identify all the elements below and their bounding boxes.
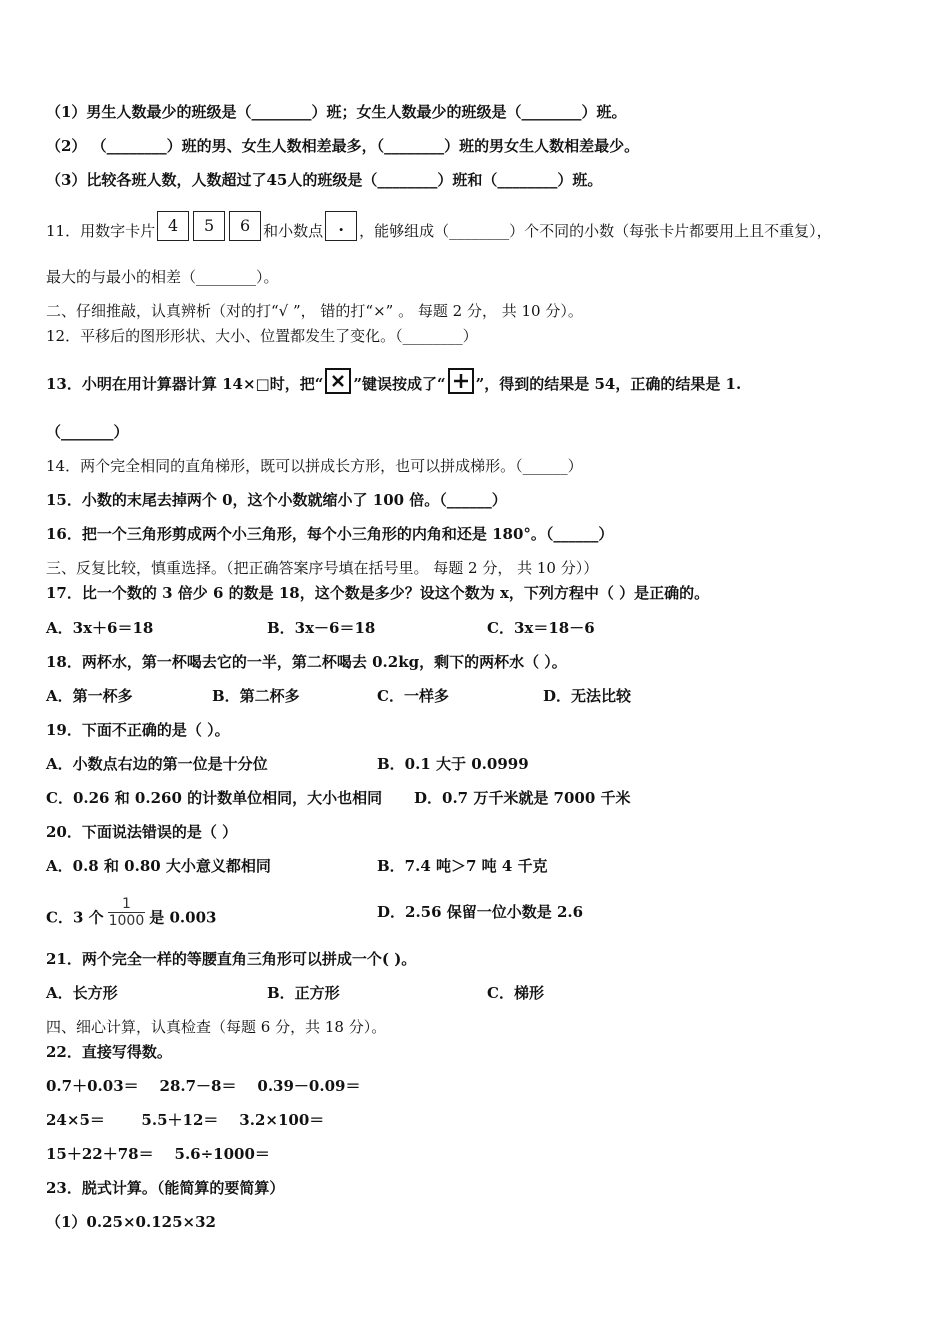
q20-option-c-prefix: C．3 个 xyxy=(46,908,104,927)
q19-option-c: C．0.26 和 0.260 的计数单位相同，大小也相同 xyxy=(46,789,383,807)
q10-part2: （2） （________）班的男、女生人数相差最多，（________）班的男女生人数相差最少。 xyxy=(46,137,640,155)
q10-part1: （1）男生人数最少的班级是（________）班；女生人数最少的班级是（________）班。 xyxy=(46,103,627,121)
q11-mid: 和小数点 xyxy=(263,222,324,240)
q21: 21．两个完全一样的等腰直角三角形可以拼成一个( )。 xyxy=(46,950,417,968)
q21-option-b: B．正方形 xyxy=(267,984,340,1002)
fraction-denominator: 1000 xyxy=(108,913,145,929)
q18: 18．两杯水，第一杯喝去它的一半，第二杯喝去 0.2kg，剩下的两杯水（ ）。 xyxy=(46,653,567,671)
q20-option-c-suffix: 是 0.003 xyxy=(149,908,217,927)
q19: 19．下面不正确的是（ ）。 xyxy=(46,721,230,739)
plus-key-icon xyxy=(448,368,474,394)
q20-option-a: A．0.8 和 0.80 大小意义都相同 xyxy=(46,857,271,875)
q18-option-d: D．无法比较 xyxy=(543,687,632,705)
q20-option-b: B．7.4 吨＞7 吨 4 千克 xyxy=(377,857,548,875)
q17-option-c: C．3x＝18－6 xyxy=(487,619,595,637)
q13 xyxy=(46,372,741,398)
digit-card-6: 6 xyxy=(229,211,261,241)
q18-option-a: A．第一杯多 xyxy=(46,687,133,705)
q23: 23．脱式计算。（能简算的要简算） xyxy=(46,1179,285,1197)
digit-card-5: 5 xyxy=(193,211,225,241)
q17-option-b: B．3x－6＝18 xyxy=(267,619,376,637)
fraction-one-thousandth xyxy=(108,896,146,929)
q10-part3: （3）比较各班人数，人数超过了45人的班级是（________）班和（________）班。 xyxy=(46,171,603,189)
q17: 17．比一个数的 3 倍少 6 的数是 18，这个数是多少？设这个数为 x，下列方程中（ ）是正确的。 xyxy=(46,584,710,602)
q13-prefix: 13．小明在用计算器计算 14×□时，把“ xyxy=(46,375,324,393)
q13-suffix: ”，得到的结果是 54，正确的结果是 1. xyxy=(475,375,742,393)
digit-card-4: 4 xyxy=(157,211,189,241)
q13-continued: （_______） xyxy=(46,423,129,441)
q11-suffix: ，能够组成（________）个不同的小数（每张卡片都要用上且不重复）， xyxy=(359,222,832,240)
q19-option-d: D．0.7 万千米就是 7000 千米 xyxy=(414,789,631,807)
fraction-numerator: 1 xyxy=(121,896,131,912)
section-2-heading: 二、仔细推敲，认真辨析（对的打“√ ”， 错的打“×” 。 每题 2 分， 共 10 分）。 xyxy=(46,302,583,320)
q18-option-b: B．第二杯多 xyxy=(212,687,300,705)
q15: 15．小数的末尾去掉两个 0，这个小数就缩小了 100 倍。（______） xyxy=(46,491,507,509)
q19-option-b: B．0.1 大于 0.0999 xyxy=(377,755,529,773)
q21-option-c: C．梯形 xyxy=(487,984,544,1002)
decimal-point-card: . xyxy=(325,211,357,241)
q13-mid: ”键误按成了“ xyxy=(353,375,446,393)
q17-option-a: A．3x＋6＝18 xyxy=(46,619,154,637)
q19-option-a: A．小数点右边的第一位是十分位 xyxy=(46,755,268,773)
q11-prefix: 11．用数字卡片 xyxy=(46,222,156,240)
q20-option-c xyxy=(46,896,217,935)
q22-row-1: 0.7＋0.03＝ 28.7－8＝ 0.39－0.09＝ xyxy=(46,1077,361,1095)
section-4-heading: 四、细心计算，认真检查（每题 6 分，共 18 分）。 xyxy=(46,1018,387,1036)
q12: 12．平移后的图形形状、大小、位置都发生了变化。（________） xyxy=(46,327,478,345)
q11-continued: 最大的与最小的相差（________）。 xyxy=(46,268,279,286)
q22-row-3: 15＋22＋78＝ 5.6÷1000＝ xyxy=(46,1145,270,1163)
q22-row-2: 24×5＝ 5.5＋12＝ 3.2×100＝ xyxy=(46,1111,325,1129)
q16: 16．把一个三角形剪成两个小三角形，每个小三角形的内角和还是 180°。（______） xyxy=(46,525,614,543)
section-3-heading: 三、反复比较，慎重选择。（把正确答案序号填在括号里。 每题 2 分， 共 10 分）） xyxy=(46,559,599,577)
q20-option-d: D．2.56 保留一位小数是 2.6 xyxy=(377,903,584,921)
q20: 20．下面说法错误的是（ ） xyxy=(46,823,238,841)
q11 xyxy=(46,217,832,247)
multiply-key-icon xyxy=(325,368,351,394)
q22: 22．直接写得数。 xyxy=(46,1043,172,1061)
q18-option-c: C．一样多 xyxy=(377,687,449,705)
q23-part1: （1）0.25×0.125×32 xyxy=(46,1213,216,1231)
q14: 14．两个完全相同的直角梯形，既可以拼成长方形，也可以拼成梯形。（______） xyxy=(46,457,583,475)
q21-option-a: A．长方形 xyxy=(46,984,118,1002)
